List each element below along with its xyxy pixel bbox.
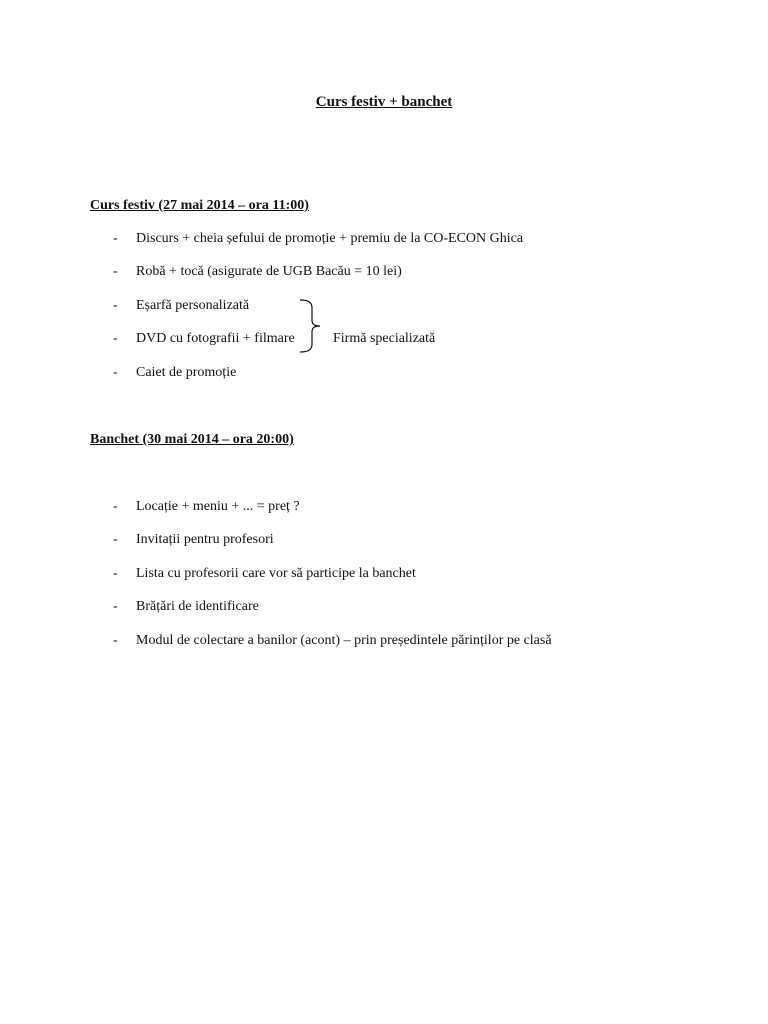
bullet-dash: - bbox=[113, 331, 118, 346]
bullet-dash: - bbox=[113, 599, 118, 614]
bullet-dash: - bbox=[113, 365, 118, 380]
list-item-text: Lista cu profesorii care vor să participe la banchet bbox=[136, 566, 416, 581]
bullet-dash: - bbox=[113, 633, 118, 648]
list-item bbox=[113, 298, 249, 314]
list-item-text: Eșarfă personalizată bbox=[136, 298, 250, 313]
section-heading-curs-festiv: Curs festiv (27 mai 2014 – ora 11:00) bbox=[90, 198, 309, 213]
list-item-text: Caiet de promoție bbox=[136, 365, 237, 380]
bullet-dash: - bbox=[113, 231, 118, 246]
bullet-dash: - bbox=[113, 298, 118, 313]
section-heading-banchet: Banchet (30 mai 2014 – ora 20:00) bbox=[90, 432, 294, 447]
list-item-text: Locație + meniu + ... = preț ? bbox=[136, 499, 300, 514]
list-item bbox=[113, 499, 300, 515]
brace-note: Firmă specializată bbox=[333, 331, 436, 346]
bullet-dash: - bbox=[113, 532, 118, 547]
list-item-text: Discurs + cheia șefului de promoție + premiu de la CO-ECON Ghica bbox=[136, 231, 524, 246]
list-item-text: Brățări de identificare bbox=[136, 599, 259, 614]
list-item bbox=[113, 599, 259, 615]
list-item-text: Modul de colectare a banilor (acont) – prin președintele părinților pe clasă bbox=[136, 633, 552, 648]
bullet-dash: - bbox=[113, 499, 118, 514]
list-item bbox=[113, 264, 402, 280]
list-item-text: DVD cu fotografii + filmare bbox=[136, 331, 295, 346]
page-title: Curs festiv + banchet bbox=[315, 94, 453, 110]
list-item-text: Robă + tocă (asigurate de UGB Bacău = 10 lei) bbox=[136, 264, 402, 279]
curly-brace-icon bbox=[298, 298, 332, 354]
list-item bbox=[113, 331, 295, 347]
bullet-dash: - bbox=[113, 566, 118, 581]
list-item-text: Invitații pentru profesori bbox=[136, 532, 274, 547]
bullet-dash: - bbox=[113, 264, 118, 279]
list-item bbox=[113, 231, 523, 247]
list-item bbox=[113, 566, 416, 582]
list-item bbox=[113, 532, 274, 548]
list-item bbox=[113, 633, 552, 649]
list-item bbox=[113, 365, 236, 381]
